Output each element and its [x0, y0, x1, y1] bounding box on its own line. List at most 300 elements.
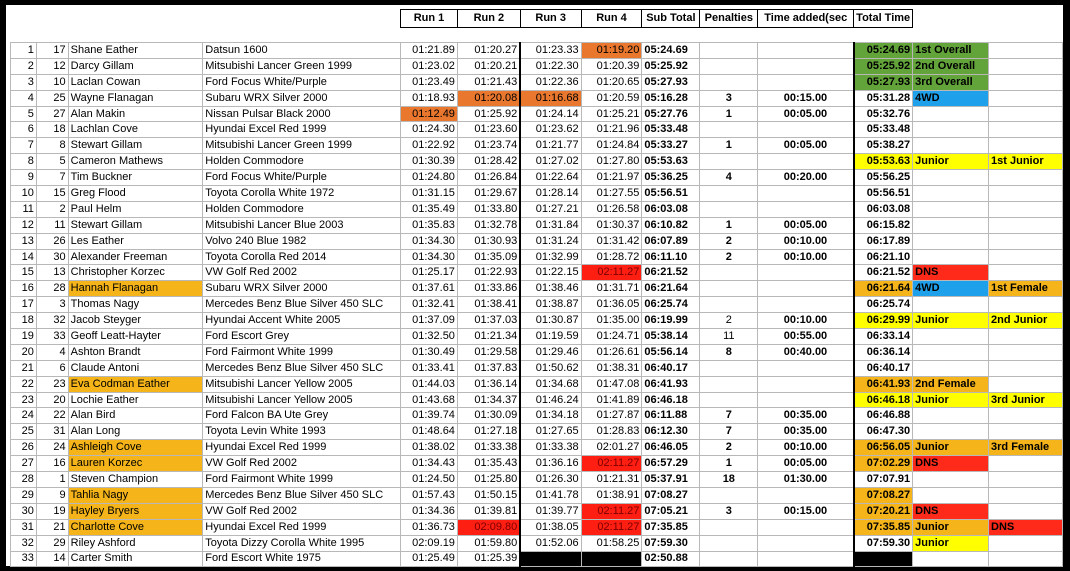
driver-cell: Darcy Gillam — [68, 58, 203, 74]
award-cell — [913, 344, 989, 360]
run3-cell: 01:39.77 — [520, 503, 581, 519]
run2-cell: 01:23.60 — [457, 122, 520, 138]
run4-cell: 01:24.84 — [581, 138, 642, 154]
penalties-cell — [700, 74, 758, 90]
subtotal-cell: 06:07.89 — [642, 233, 700, 249]
run2-cell: 01:28.42 — [457, 154, 520, 170]
award-cell — [913, 472, 989, 488]
table-row — [11, 424, 1063, 440]
total-time-cell: 05:31.28 — [854, 90, 913, 106]
driver-cell: Lachlan Cove — [68, 122, 203, 138]
position-cell: 28 — [11, 472, 37, 488]
time-added-cell: 00:05.00 — [758, 217, 854, 233]
class-cell — [989, 106, 1063, 122]
table-row — [11, 344, 1063, 360]
subtotal-cell: 06:12.30 — [642, 424, 700, 440]
subtotal-cell: 05:53.63 — [642, 154, 700, 170]
run1-cell: 01:23.49 — [401, 74, 458, 90]
run4-cell: 01:20.65 — [581, 74, 642, 90]
award-cell: 2nd Female — [913, 376, 989, 392]
driver-cell: Les Eather — [68, 233, 203, 249]
penalties-cell — [700, 392, 758, 408]
award-cell: Junior — [913, 392, 989, 408]
award-cell — [913, 233, 989, 249]
run4-cell: 02:01.27 — [581, 440, 642, 456]
car-number-cell: 19 — [36, 503, 68, 519]
run4-cell: 02:11.27 — [581, 265, 642, 281]
subtotal-cell: 06:57.29 — [642, 456, 700, 472]
award-cell — [913, 170, 989, 186]
run2-cell: 01:23.74 — [457, 138, 520, 154]
award-cell: 1st Overall — [913, 43, 989, 59]
run3-cell: 01:22.64 — [520, 170, 581, 186]
car-number-cell: 15 — [36, 186, 68, 202]
driver-cell: Charlotte Cove — [68, 519, 203, 535]
award-cell: Junior — [913, 440, 989, 456]
total-time-cell: 05:33.48 — [854, 122, 913, 138]
total-time-cell: 05:24.69 — [854, 43, 913, 59]
run4-cell: 02:11.27 — [581, 456, 642, 472]
driver-cell: Tahlia Nagy — [68, 487, 203, 503]
award-cell: DNS — [913, 456, 989, 472]
driver-cell: Alan Bird — [68, 408, 203, 424]
car-cell: Ford Fairmont White 1999 — [203, 472, 401, 488]
header-subtotal: Sub Total — [642, 10, 700, 28]
penalties-cell — [700, 297, 758, 313]
time-added-cell: 00:05.00 — [758, 456, 854, 472]
total-time-cell: 07:07.91 — [854, 472, 913, 488]
run4-cell: 01:38.31 — [581, 360, 642, 376]
position-cell: 11 — [11, 201, 37, 217]
subtotal-cell: 07:35.85 — [642, 519, 700, 535]
time-added-cell — [758, 186, 854, 202]
run2-cell: 01:32.78 — [457, 217, 520, 233]
run2-cell: 01:22.93 — [457, 265, 520, 281]
driver-cell: Tim Buckner — [68, 170, 203, 186]
class-cell — [989, 74, 1063, 90]
time-added-cell — [758, 297, 854, 313]
penalties-cell: 2 — [700, 233, 758, 249]
driver-cell: Lochie Eather — [68, 392, 203, 408]
position-cell: 4 — [11, 90, 37, 106]
run3-cell: 01:30.87 — [520, 313, 581, 329]
car-number-cell: 24 — [36, 440, 68, 456]
run2-cell: 01:25.80 — [457, 472, 520, 488]
position-cell: 2 — [11, 58, 37, 74]
total-time-cell: 07:02.29 — [854, 456, 913, 472]
run1-cell: 01:34.36 — [401, 503, 458, 519]
penalties-cell: 3 — [700, 90, 758, 106]
total-time-cell: 06:36.14 — [854, 344, 913, 360]
run1-cell: 01:44.03 — [401, 376, 458, 392]
class-cell: 3rd Female — [989, 440, 1063, 456]
penalties-cell — [700, 487, 758, 503]
penalties-cell: 1 — [700, 456, 758, 472]
run3-cell: 01:27.65 — [520, 424, 581, 440]
table-row — [11, 487, 1063, 503]
run3-cell: 01:38.87 — [520, 297, 581, 313]
time-added-cell — [758, 122, 854, 138]
time-added-cell — [758, 58, 854, 74]
driver-cell: Riley Ashford — [68, 535, 203, 551]
header-row — [11, 10, 1063, 28]
subtotal-cell: 05:56.51 — [642, 186, 700, 202]
car-cell: Mitsubishi Lancer Blue 2003 — [203, 217, 401, 233]
car-number-cell: 21 — [36, 519, 68, 535]
run1-cell: 01:24.80 — [401, 170, 458, 186]
car-number-cell: 5 — [36, 154, 68, 170]
table-row — [11, 154, 1063, 170]
run1-cell: 01:32.50 — [401, 329, 458, 345]
run4-cell: 02:11.27 — [581, 503, 642, 519]
total-time-cell: 06:03.08 — [854, 201, 913, 217]
class-cell — [989, 90, 1063, 106]
time-added-cell: 00:35.00 — [758, 408, 854, 424]
car-cell: Datsun 1600 — [203, 43, 401, 59]
award-cell: Junior — [913, 313, 989, 329]
position-cell: 32 — [11, 535, 37, 551]
time-added-cell — [758, 376, 854, 392]
penalties-cell — [700, 535, 758, 551]
run1-cell: 01:38.02 — [401, 440, 458, 456]
car-cell: Hyundai Excel Red 1999 — [203, 122, 401, 138]
run2-cell: 01:30.93 — [457, 233, 520, 249]
class-cell — [989, 424, 1063, 440]
car-number-cell: 2 — [36, 201, 68, 217]
position-cell: 1 — [11, 43, 37, 59]
table-row — [11, 106, 1063, 122]
driver-cell: Lauren Korzec — [68, 456, 203, 472]
car-cell: Mercedes Benz Blue Silver 450 SLC — [203, 297, 401, 313]
run4-cell: 01:31.42 — [581, 233, 642, 249]
run1-cell: 01:22.92 — [401, 138, 458, 154]
run1-cell: 01:35.49 — [401, 201, 458, 217]
driver-cell: Shane Eather — [68, 43, 203, 59]
award-cell — [913, 217, 989, 233]
run1-cell: 01:31.15 — [401, 186, 458, 202]
penalties-cell: 2 — [700, 440, 758, 456]
penalties-cell: 1 — [700, 138, 758, 154]
time-added-cell: 00:10.00 — [758, 440, 854, 456]
class-cell — [989, 43, 1063, 59]
position-cell: 31 — [11, 519, 37, 535]
class-cell — [989, 551, 1063, 567]
table-row — [11, 281, 1063, 297]
car-cell: Mercedes Benz Blue Silver 450 SLC — [203, 360, 401, 376]
run3-cell: 01:28.14 — [520, 186, 581, 202]
position-cell: 17 — [11, 297, 37, 313]
car-number-cell: 1 — [36, 472, 68, 488]
time-added-cell: 00:10.00 — [758, 233, 854, 249]
run4-cell: 01:30.37 — [581, 217, 642, 233]
car-number-cell: 4 — [36, 344, 68, 360]
class-cell: 1st Female — [989, 281, 1063, 297]
table-row — [11, 90, 1063, 106]
table-row — [11, 535, 1063, 551]
award-cell — [913, 487, 989, 503]
class-cell — [989, 201, 1063, 217]
position-cell: 5 — [11, 106, 37, 122]
position-cell: 21 — [11, 360, 37, 376]
table-row — [11, 551, 1063, 567]
position-cell: 24 — [11, 408, 37, 424]
subtotal-cell: 06:21.52 — [642, 265, 700, 281]
driver-cell: Eva Codman Eather — [68, 376, 203, 392]
subtotal-cell: 06:46.05 — [642, 440, 700, 456]
driver-cell: Hayley Bryers — [68, 503, 203, 519]
car-number-cell: 31 — [36, 424, 68, 440]
table-row — [11, 360, 1063, 376]
penalties-cell — [700, 376, 758, 392]
position-cell: 6 — [11, 122, 37, 138]
time-added-cell: 00:05.00 — [758, 138, 854, 154]
driver-cell: Steven Champion — [68, 472, 203, 488]
time-added-cell: 00:35.00 — [758, 424, 854, 440]
run3-cell: 01:23.33 — [520, 43, 581, 59]
run4-cell: 01:58.25 — [581, 535, 642, 551]
subtotal-cell: 06:40.17 — [642, 360, 700, 376]
run2-cell: 01:29.58 — [457, 344, 520, 360]
total-time-cell: 05:27.93 — [854, 74, 913, 90]
run2-cell: 01:20.08 — [457, 90, 520, 106]
car-cell: Hyundai Excel Red 1999 — [203, 519, 401, 535]
class-cell — [989, 186, 1063, 202]
total-time-cell: 05:25.92 — [854, 58, 913, 74]
total-time-cell: 06:21.64 — [854, 281, 913, 297]
car-number-cell: 32 — [36, 313, 68, 329]
car-cell: Ford Focus White/Purple — [203, 74, 401, 90]
car-number-cell: 25 — [36, 90, 68, 106]
penalties-cell — [700, 122, 758, 138]
total-time-cell: 05:53.63 — [854, 154, 913, 170]
car-number-cell: 13 — [36, 265, 68, 281]
header-total-time: Total Time — [854, 10, 913, 28]
run2-cell: 01:33.86 — [457, 281, 520, 297]
award-cell — [913, 106, 989, 122]
table-row — [11, 74, 1063, 90]
time-added-cell: 00:10.00 — [758, 313, 854, 329]
total-time-cell: 05:56.51 — [854, 186, 913, 202]
position-cell: 26 — [11, 440, 37, 456]
driver-cell: Hannah Flanagan — [68, 281, 203, 297]
car-number-cell: 22 — [36, 408, 68, 424]
award-cell — [913, 249, 989, 265]
class-cell — [989, 456, 1063, 472]
header-time-added: Time added(sec — [758, 10, 854, 28]
time-added-cell — [758, 154, 854, 170]
table-row — [11, 329, 1063, 345]
class-cell: 1st Junior — [989, 154, 1063, 170]
position-cell: 27 — [11, 456, 37, 472]
run3-cell: 01:41.78 — [520, 487, 581, 503]
subtotal-cell: 06:21.64 — [642, 281, 700, 297]
run4-cell: 01:38.91 — [581, 487, 642, 503]
time-added-cell: 00:55.00 — [758, 329, 854, 345]
table-row — [11, 122, 1063, 138]
car-cell: VW Golf Red 2002 — [203, 503, 401, 519]
total-time-cell: 06:17.89 — [854, 233, 913, 249]
car-cell: Ford Escort White 1975 — [203, 551, 401, 567]
results-table — [10, 9, 1063, 567]
run4-cell: 01:27.87 — [581, 408, 642, 424]
class-cell — [989, 217, 1063, 233]
run4-cell: 01:25.21 — [581, 106, 642, 122]
car-number-cell: 7 — [36, 170, 68, 186]
car-cell: Mitsubishi Lancer Green 1999 — [203, 138, 401, 154]
run4-cell: 01:36.05 — [581, 297, 642, 313]
driver-cell: Alan Long — [68, 424, 203, 440]
run1-cell: 01:37.61 — [401, 281, 458, 297]
position-cell: 16 — [11, 281, 37, 297]
subtotal-cell: 07:08.27 — [642, 487, 700, 503]
table-row — [11, 440, 1063, 456]
driver-cell: Claude Antoni — [68, 360, 203, 376]
penalties-cell: 18 — [700, 472, 758, 488]
run1-cell: 02:09.19 — [401, 535, 458, 551]
run2-cell: 01:26.84 — [457, 170, 520, 186]
award-cell — [913, 201, 989, 217]
driver-cell: Paul Helm — [68, 201, 203, 217]
run4-cell: 01:28.83 — [581, 424, 642, 440]
total-time-cell: 05:32.76 — [854, 106, 913, 122]
car-number-cell: 3 — [36, 297, 68, 313]
award-cell — [913, 186, 989, 202]
penalties-cell — [700, 360, 758, 376]
award-cell — [913, 138, 989, 154]
penalties-cell: 1 — [700, 217, 758, 233]
run1-cell: 01:24.50 — [401, 472, 458, 488]
car-cell: Mercedes Benz Blue Silver 450 SLC — [203, 487, 401, 503]
car-number-cell: 28 — [36, 281, 68, 297]
run2-cell: 01:38.41 — [457, 297, 520, 313]
run1-cell: 01:18.93 — [401, 90, 458, 106]
total-time-cell: 06:41.93 — [854, 376, 913, 392]
header-run1: Run 1 — [401, 10, 458, 28]
award-cell — [913, 329, 989, 345]
run1-cell: 01:25.17 — [401, 265, 458, 281]
penalties-cell: 8 — [700, 344, 758, 360]
car-cell: Ford Focus White/Purple — [203, 170, 401, 186]
table-row — [11, 233, 1063, 249]
run3-cell: 01:31.84 — [520, 217, 581, 233]
car-number-cell: 33 — [36, 329, 68, 345]
award-cell: 3rd Overall — [913, 74, 989, 90]
position-cell: 13 — [11, 233, 37, 249]
table-row — [11, 297, 1063, 313]
run2-cell: 01:34.37 — [457, 392, 520, 408]
driver-cell: Alan Makin — [68, 106, 203, 122]
run4-cell: 01:41.89 — [581, 392, 642, 408]
table-row — [11, 58, 1063, 74]
class-cell — [989, 297, 1063, 313]
award-cell — [913, 297, 989, 313]
run4-cell: 01:19.20 — [581, 43, 642, 59]
driver-cell: Laclan Cowan — [68, 74, 203, 90]
class-cell: 3rd Junior — [989, 392, 1063, 408]
run4-cell: 02:11.27 — [581, 519, 642, 535]
time-added-cell: 00:10.00 — [758, 249, 854, 265]
run3-cell: 01:34.18 — [520, 408, 581, 424]
car-number-cell: 18 — [36, 122, 68, 138]
penalties-cell — [700, 43, 758, 59]
run3-cell: 01:33.38 — [520, 440, 581, 456]
run3-cell: 01:38.05 — [520, 519, 581, 535]
class-cell — [989, 122, 1063, 138]
subtotal-cell: 05:27.93 — [642, 74, 700, 90]
run2-cell: 01:25.92 — [457, 106, 520, 122]
run3-cell: 01:21.77 — [520, 138, 581, 154]
run1-cell: 01:23.02 — [401, 58, 458, 74]
run1-cell: 01:34.43 — [401, 456, 458, 472]
time-added-cell — [758, 535, 854, 551]
subtotal-cell: 06:25.74 — [642, 297, 700, 313]
run3-cell: 01:23.62 — [520, 122, 581, 138]
subtotal-cell: 05:36.25 — [642, 170, 700, 186]
penalties-cell: 3 — [700, 503, 758, 519]
run2-cell: 01:39.81 — [457, 503, 520, 519]
subtotal-cell: 06:41.93 — [642, 376, 700, 392]
penalties-cell — [700, 201, 758, 217]
run1-cell: 01:37.09 — [401, 313, 458, 329]
run4-cell: 01:20.39 — [581, 58, 642, 74]
run3-cell: 01:36.16 — [520, 456, 581, 472]
run4-cell: 01:27.80 — [581, 154, 642, 170]
run1-cell: 01:33.41 — [401, 360, 458, 376]
run4-cell: 01:35.00 — [581, 313, 642, 329]
car-number-cell: 11 — [36, 217, 68, 233]
run3-cell: 01:26.30 — [520, 472, 581, 488]
run1-cell: 01:21.89 — [401, 43, 458, 59]
position-cell: 18 — [11, 313, 37, 329]
car-cell: Subaru WRX Silver 2000 — [203, 90, 401, 106]
total-time-cell: 06:15.82 — [854, 217, 913, 233]
car-number-cell: 14 — [36, 551, 68, 567]
penalties-cell: 2 — [700, 313, 758, 329]
car-number-cell: 6 — [36, 360, 68, 376]
class-cell — [989, 344, 1063, 360]
run1-cell: 01:32.41 — [401, 297, 458, 313]
penalties-cell — [700, 281, 758, 297]
run3-cell: 01:22.36 — [520, 74, 581, 90]
subtotal-cell: 02:50.88 — [642, 551, 700, 567]
time-added-cell: 00:40.00 — [758, 344, 854, 360]
run3-cell: 01:50.62 — [520, 360, 581, 376]
time-added-cell: 01:30.00 — [758, 472, 854, 488]
driver-cell: Carter Smith — [68, 551, 203, 567]
total-time-cell: 06:29.99 — [854, 313, 913, 329]
total-time-cell: 06:21.52 — [854, 265, 913, 281]
run1-cell: 01:35.83 — [401, 217, 458, 233]
car-cell: Hyundai Excel Red 1999 — [203, 440, 401, 456]
run1-cell: 01:25.49 — [401, 551, 458, 567]
run3-cell: 01:34.68 — [520, 376, 581, 392]
run1-cell: 01:34.30 — [401, 249, 458, 265]
car-cell: VW Golf Red 2002 — [203, 265, 401, 281]
car-number-cell: 17 — [36, 43, 68, 59]
position-cell: 20 — [11, 344, 37, 360]
subtotal-cell: 06:46.18 — [642, 392, 700, 408]
table-row — [11, 265, 1063, 281]
driver-cell: Christopher Korzec — [68, 265, 203, 281]
position-cell: 23 — [11, 392, 37, 408]
penalties-cell — [700, 186, 758, 202]
car-cell: Subaru WRX Silver 2000 — [203, 281, 401, 297]
class-cell: 2nd Junior — [989, 313, 1063, 329]
car-number-cell: 12 — [36, 58, 68, 74]
table-row — [11, 170, 1063, 186]
subtotal-cell: 06:11.88 — [642, 408, 700, 424]
run3-cell: 01:22.15 — [520, 265, 581, 281]
